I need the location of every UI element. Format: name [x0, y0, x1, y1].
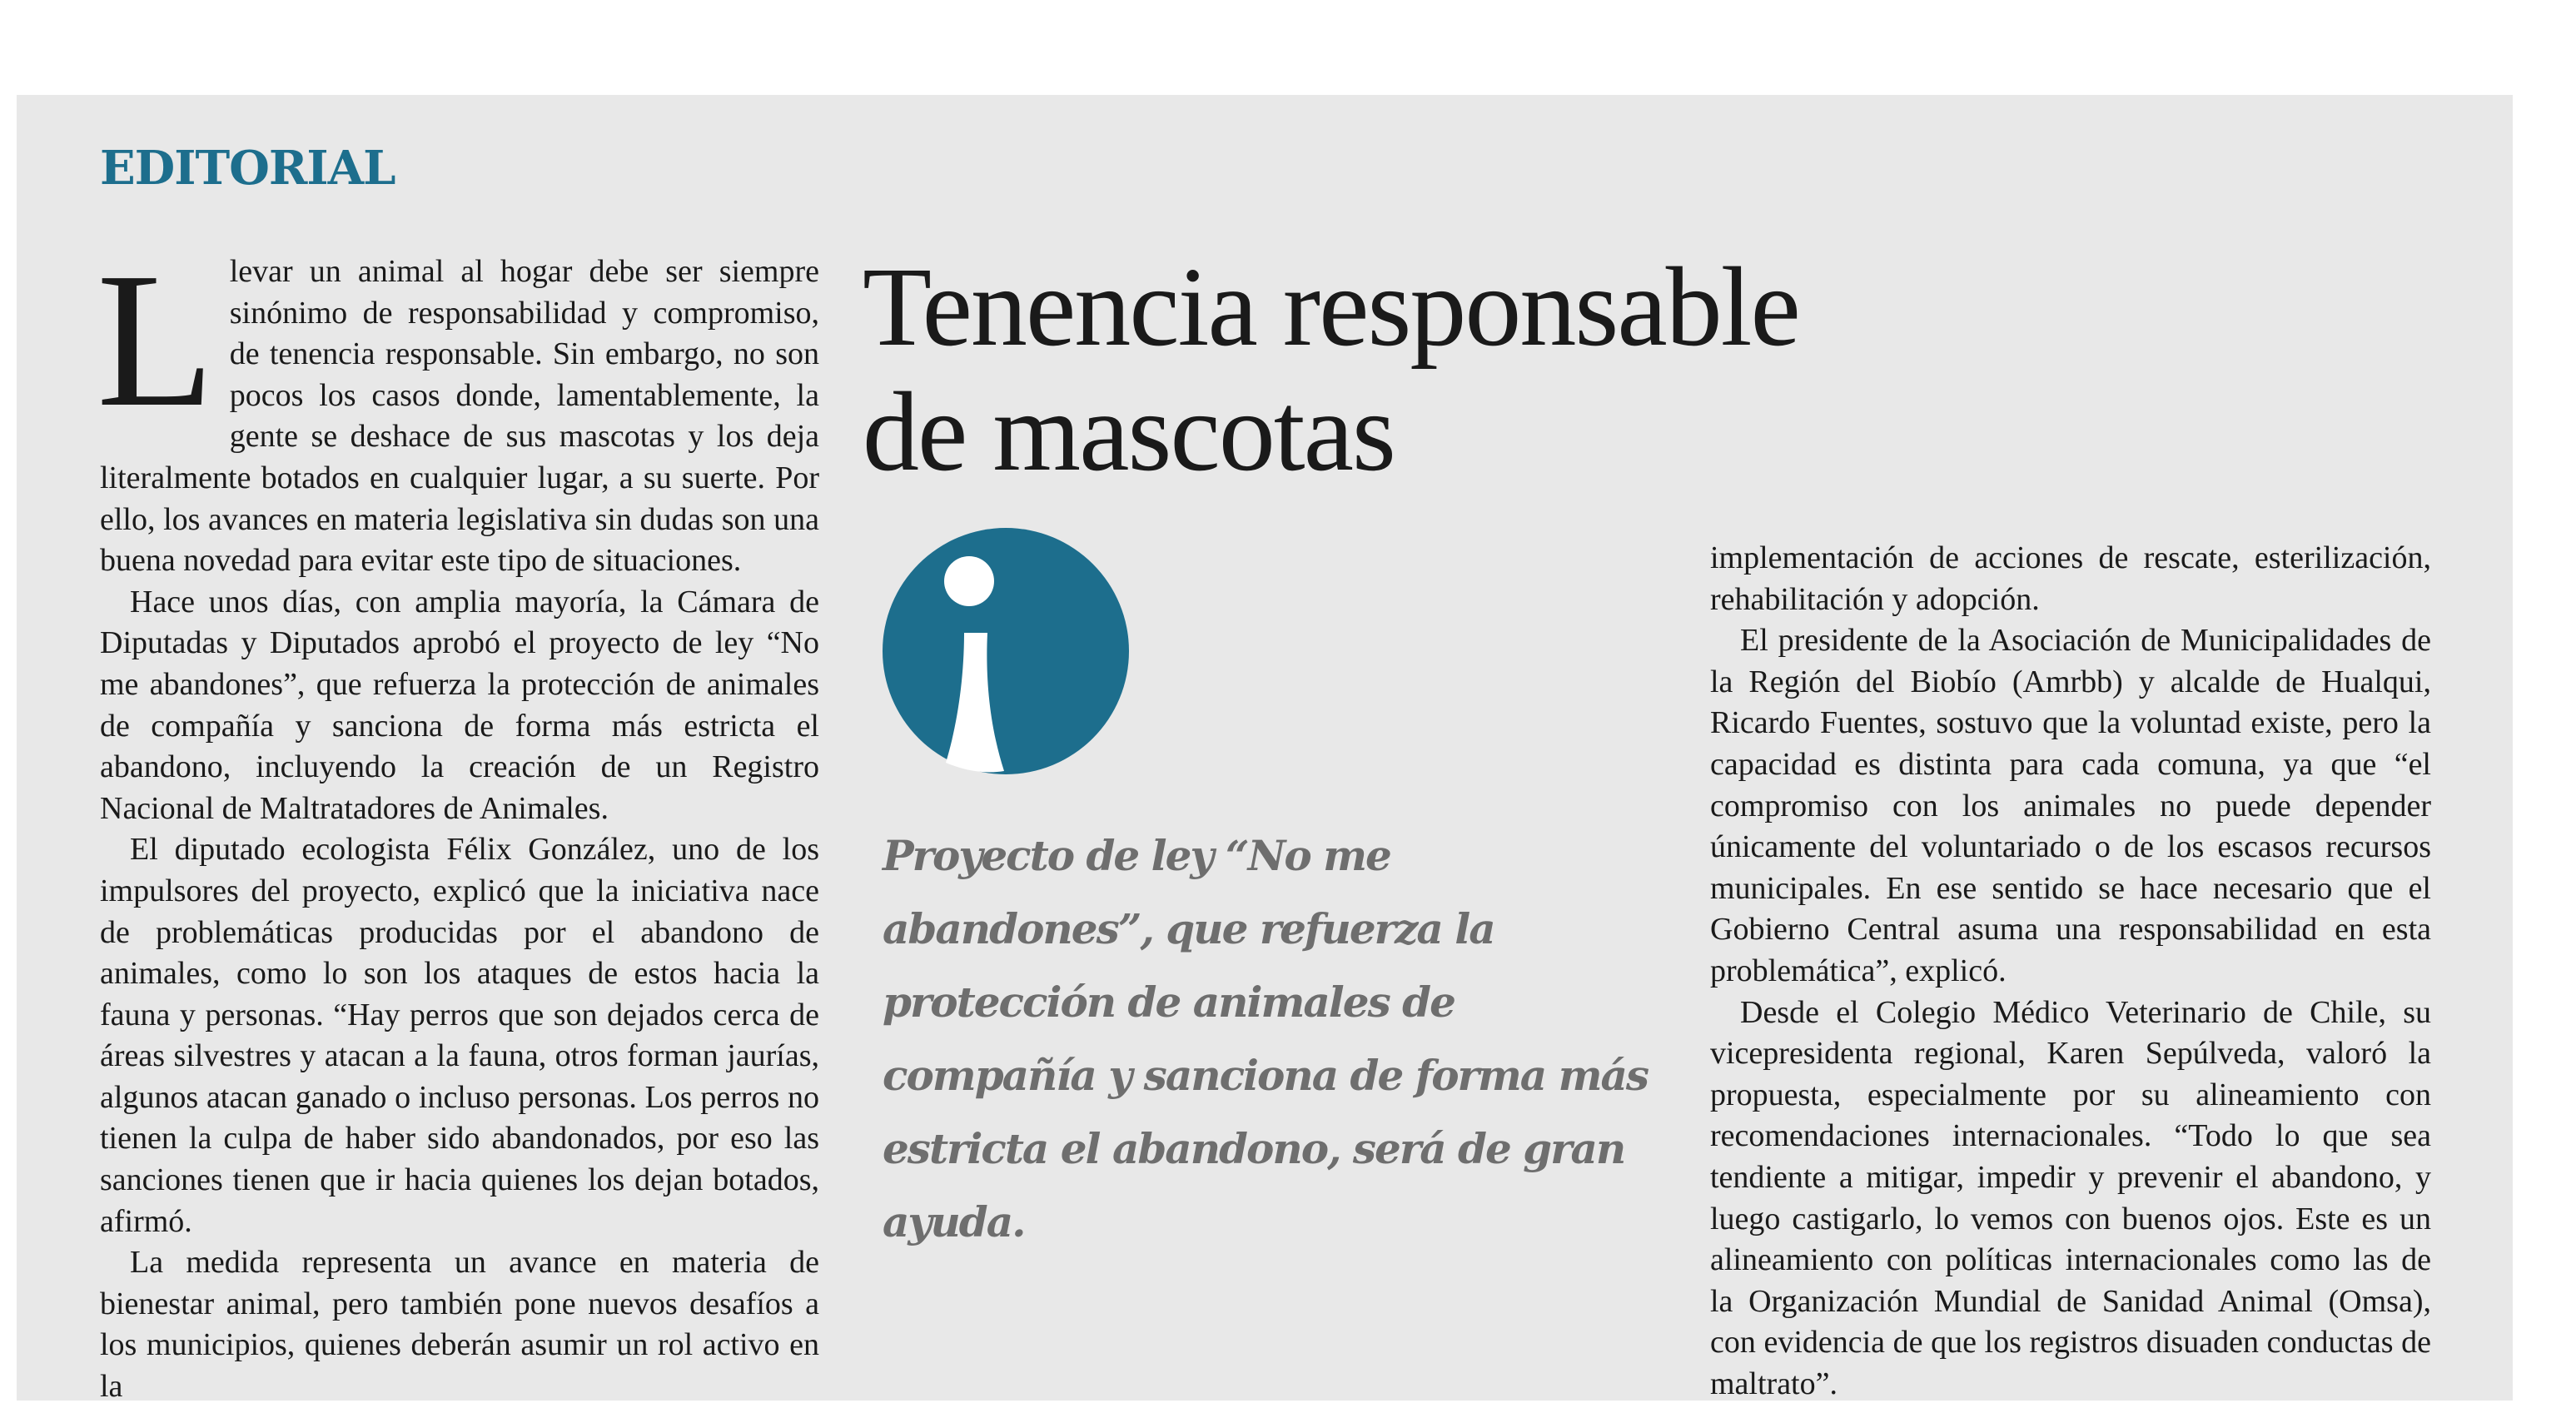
editorial-panel: [17, 95, 2513, 1405]
logo-circle: [883, 528, 1129, 774]
pull-quote: Proyecto de ley “No me abandones”, que refuerza la protección de animales de compañía y sanciona de forma más estricta el abandono, será de gran ayuda.: [883, 831, 1649, 1246]
article-paragraph-3: El diputado ecologista Félix González, uno de los impulsores del proyecto, explicó que la iniciativa nace de problemáticas producidas por el abandono de animales, como lo son los ataques de estos hacia la fauna y personas. “Hay perros que son dejados cerca de áreas silvestres y atacan a la fauna, otros forman jaurías, algunos atacan ganado o incluso personas. Los perros no tienen la culpa de haber sido abandonados, por eso las sanciones tienen que ir hacia quienes los dejan botados, afirmó.: [100, 832, 819, 1239]
article-paragraph-2: Hace unos días, con amplia mayoría, la Cámara de Diputadas y Diputados aprobó el proyecto de ley “No me abandones”, que refuerza la protección de animales de compañía y sanciona de forma más estricta el abandono, incluyendo la creación de un Registro Nacional de Maltratadores de Animales.: [100, 584, 819, 826]
article-paragraph-4-continued: implementación de acciones de rescate, esterilización, rehabilitación y adopción.: [1710, 540, 2431, 617]
article-column-left: [97, 233, 819, 1408]
article-headline: [863, 245, 1945, 495]
headline-line-1: Tenencia responsable: [863, 245, 1799, 370]
info-i-icon: [883, 528, 1129, 774]
headline-line-2: de mascotas: [863, 370, 1395, 495]
article-paragraph-1: [97, 233, 819, 582]
article-paragraph-4: La medida representa un avance en materia de bienestar animal, pero también pone nuevos desafíos a los municipios, quienes deberán asumir un rol activo en la: [100, 1245, 819, 1405]
article-paragraph-5: El presidente de la Asociación de Municipalidades de la Región del Biobío (Amrbb) y alcalde de Hualqui, Ricardo Fuentes, sostuvo que la voluntad existe, pero la capacidad es distinta para cada comuna, ya que “el compromiso con los animales no puede depender únicamente del voluntariado o de los escasos recursos municipales. En ese sentido se hace necesario que el Gobierno Central asuma una responsabilidad en esta problemática”, explicó.: [1710, 623, 2431, 988]
article-paragraph-6: Desde el Colegio Médico Veterinario de Chile, su vicepresidenta regional, Karen Sepúlveda, valoró la propuesta, especialmente por su alineamiento con recomendaciones internacionales. “Todo lo que sea tendiente a mitigar, impedir y prevenir el abandono, y luego castigarlo, lo vemos con buenos ojos. Este es un alineamiento con políticas internacionales como las de la Organización Mundial de Sanidad Animal (Omsa), con evidencia de que los registros disuaden conductas de maltrato”.: [1710, 994, 2431, 1401]
section-label: EDITORIAL: [100, 141, 395, 196]
paragraph-1-text: levar un animal al hogar debe ser siempre sinónimo de responsabilidad y compromiso, de tenencia responsable. Sin embargo, no son pocos los casos donde, lamentablemente, la gente se deshace de sus mascotas y los deja literalmente botados en cualquier lugar, a su suerte. Por ello, los avances en materia legislativa sin dudas son una buena novedad para evitar este tipo de situaciones.: [100, 254, 819, 579]
article-column-right: [1710, 538, 2431, 1405]
drop-cap: L: [97, 233, 215, 447]
logo-dot: [944, 556, 994, 606]
